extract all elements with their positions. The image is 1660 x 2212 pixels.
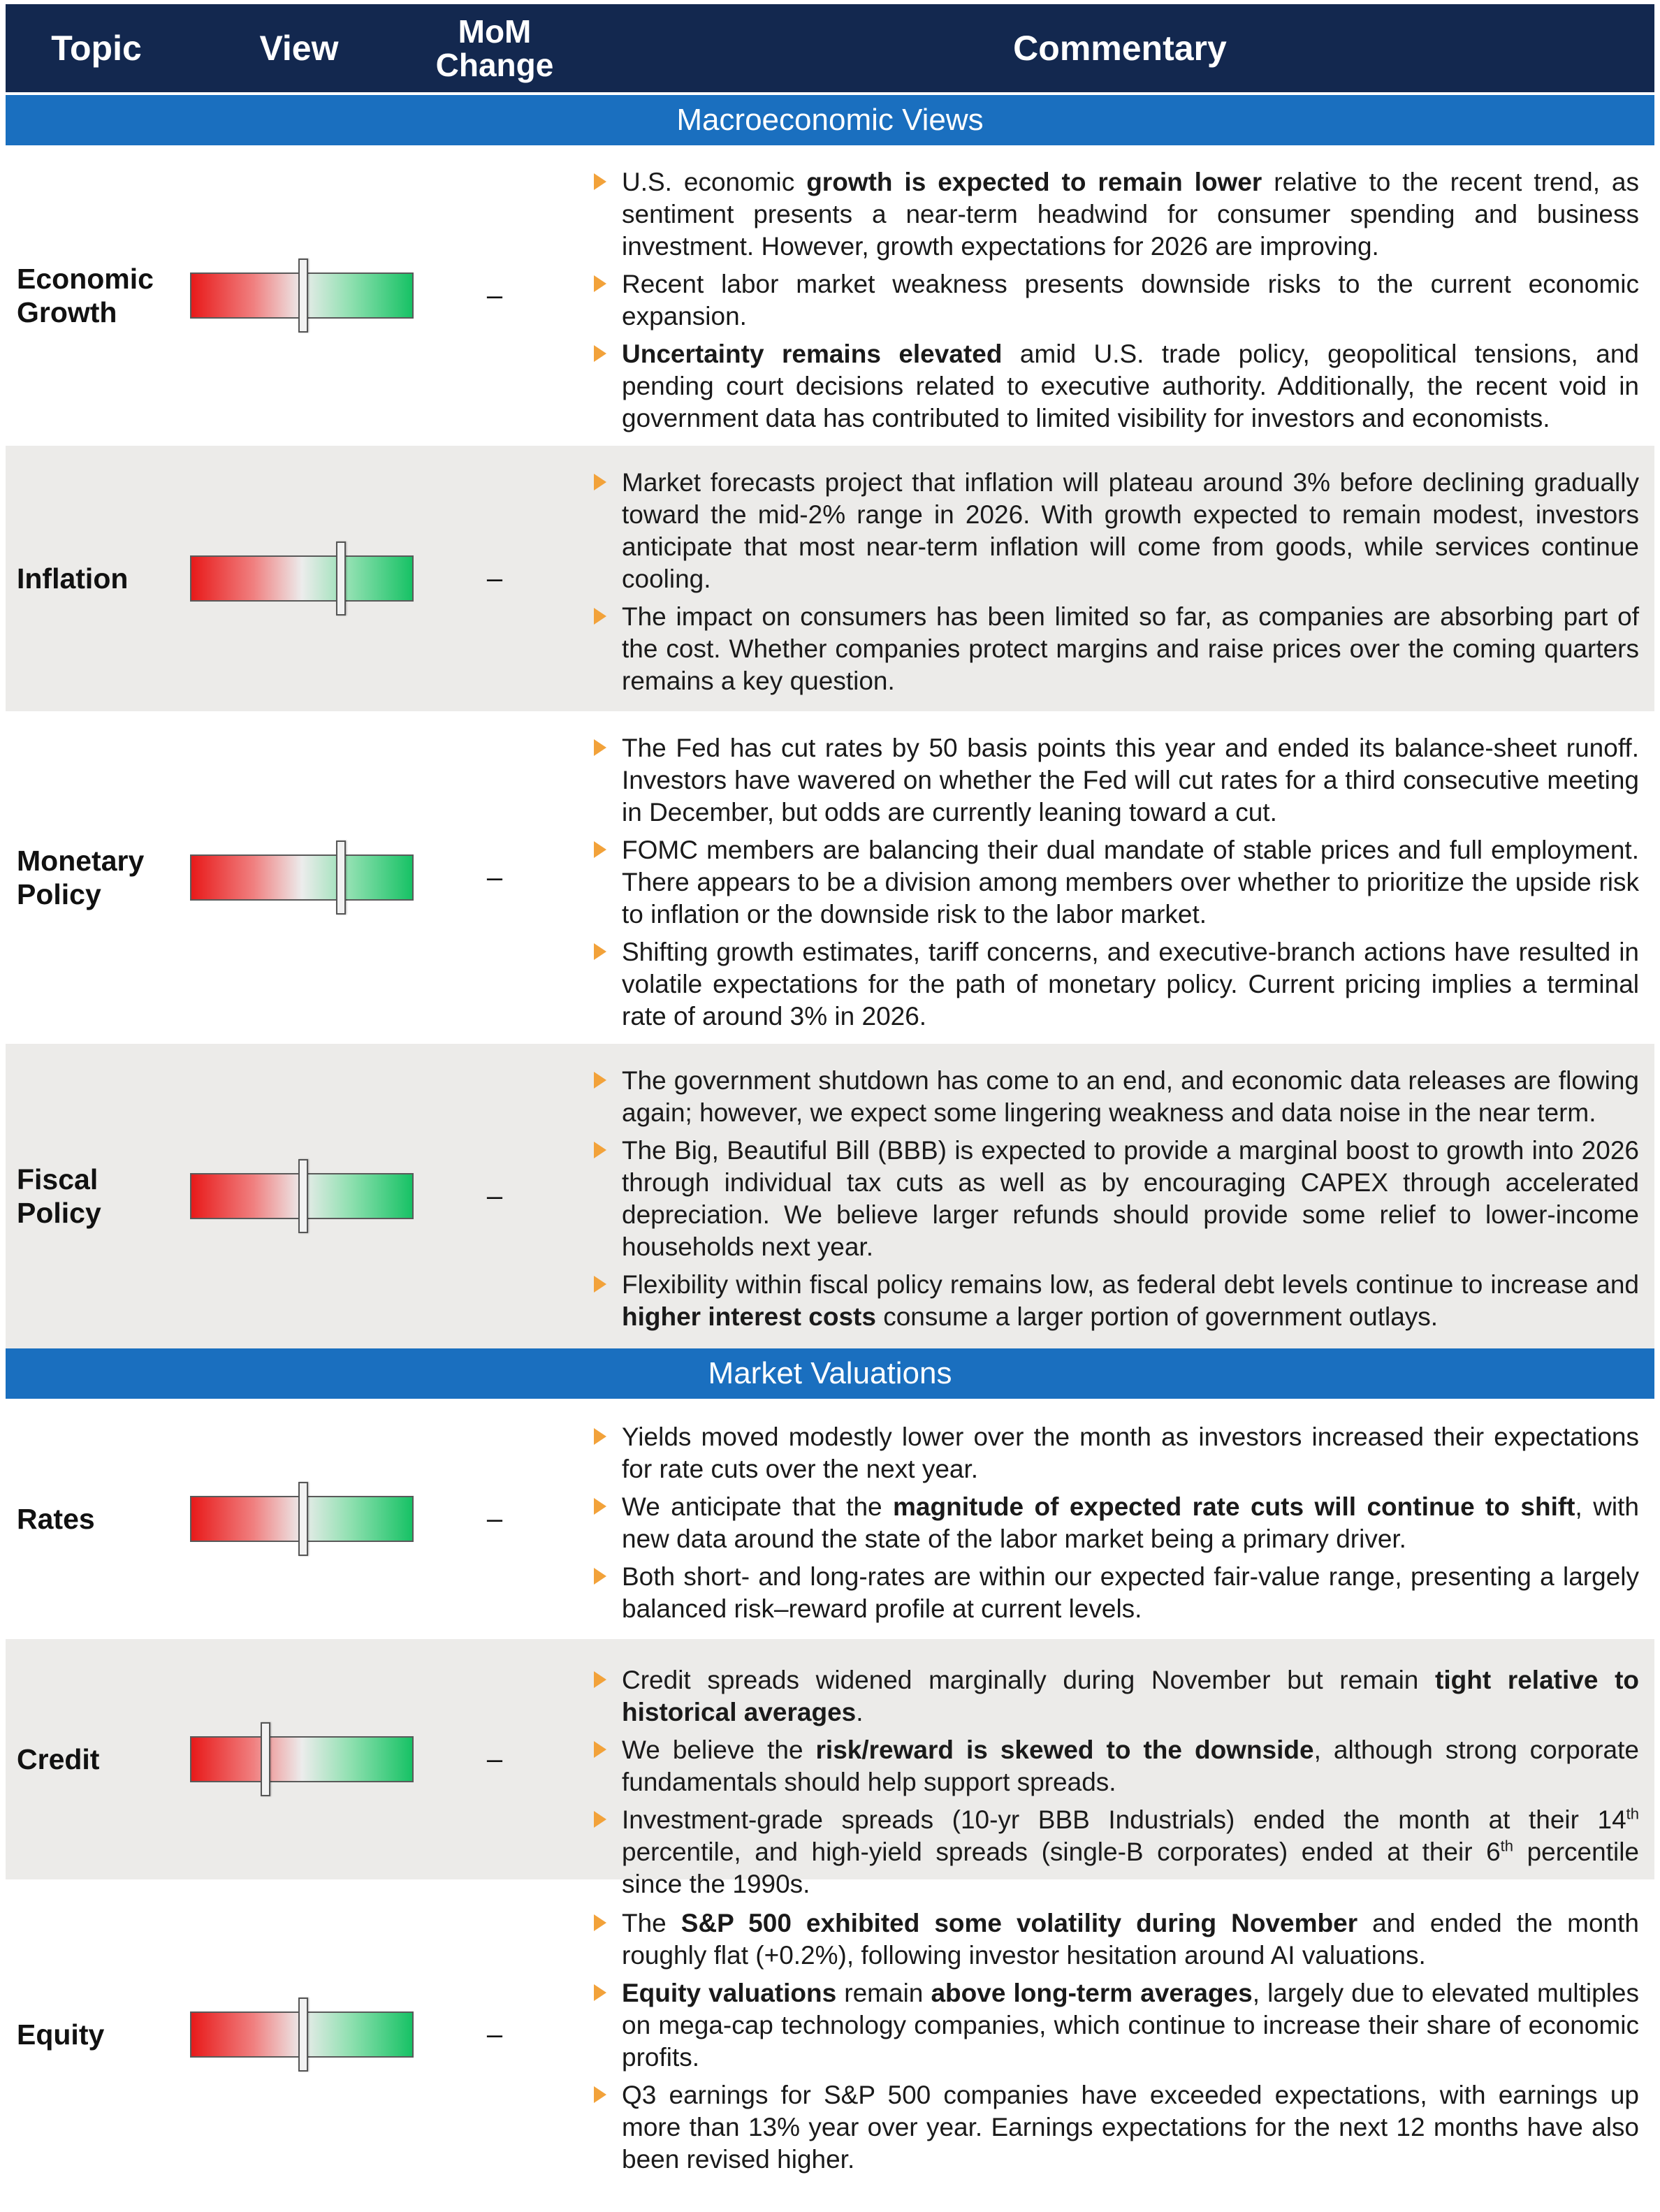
text-run: The impact on consumers has been limited so far, as companies are absorbing part of the cost. Whether companies protect margins and raise prices over the coming quarters remains a key question. [622, 602, 1639, 695]
table-header [6, 4, 1654, 92]
superscript-text: th [1500, 1837, 1514, 1855]
gauge-gradient-bar [190, 555, 414, 602]
commentary-bullet [585, 1977, 1639, 2074]
view-gauge [190, 1173, 414, 1219]
commentary [585, 1907, 1639, 2181]
bullet-text [622, 1065, 1639, 1129]
text-run: remain [836, 1979, 931, 2007]
commentary-bullet [585, 1907, 1639, 1972]
view-gauge [190, 2011, 414, 2058]
orange-triangle-bullet-icon [594, 275, 606, 292]
text-run: , although strong corporate fundamentals should help support spreads. [622, 1736, 1639, 1796]
header-topic: Topic [51, 29, 142, 68]
text-run: . [856, 1698, 864, 1726]
orange-triangle-bullet-icon [594, 1142, 606, 1158]
commentary-bullet [585, 1269, 1639, 1333]
topic-label: Equity [17, 2018, 105, 2051]
view-gauge [190, 555, 414, 602]
commentary [585, 166, 1639, 440]
table-row [6, 145, 1654, 446]
bullet-text [622, 1907, 1639, 1972]
text-run: We believe the [622, 1736, 816, 1764]
text-run: relative to the recent trend, as sentiment presents a near-term headwind for consumer spending and business investment. However, growth expectations for 2026 are improving. [622, 168, 1639, 261]
commentary-bullet [585, 1065, 1639, 1129]
bullet-text [622, 1421, 1639, 1485]
bullet-text [622, 732, 1639, 829]
text-run: We anticipate that the [622, 1492, 894, 1521]
orange-triangle-bullet-icon [594, 1741, 606, 1758]
header-view: View [259, 29, 339, 68]
text-run: Market forecasts project that inflation will plateau around 3% before declining gradually toward the mid-2% range in 2026. With growth expected to remain modest, investors anticipate that most near-term inflation will come from goods, while services continue cooling. [622, 468, 1639, 593]
orange-triangle-bullet-icon [594, 1984, 606, 2001]
topic-label: Economic Growth [17, 263, 154, 328]
gauge-marker [298, 1482, 308, 1556]
bullet-text [622, 936, 1639, 1033]
mom-change-value: – [486, 279, 503, 311]
text-run: amid U.S. trade policy, geopolitical tensions, and pending court decisions related to executive authority. Additionally, the recent void in government data has contributed to limited visibility for investors and economists. [622, 340, 1639, 432]
orange-triangle-bullet-icon [594, 1811, 606, 1828]
mom-change-value: – [486, 1180, 503, 1211]
commentary-bullet [585, 732, 1639, 829]
text-run: FOMC members are balancing their dual mandate of stable prices and full employment. There appears to be a division among members over whether to prioritize the upside risk to inflation or the downside risk to the labor market. [622, 836, 1639, 929]
bullet-text [622, 1977, 1639, 2074]
text-run: The [622, 1909, 681, 1937]
bullet-text [622, 2079, 1639, 2176]
view-gauge [190, 272, 414, 319]
bold-text: risk/reward is skewed to the downside [815, 1736, 1314, 1764]
orange-triangle-bullet-icon [594, 2086, 606, 2103]
text-run: The Fed has cut rates by 50 basis points this year and ended its balance-sheet runoff. Investors have wavered on whether the Fed will cut rates for a third consecutive meeting in December, but odds are currently leaning toward a cut. [622, 734, 1639, 827]
orange-triangle-bullet-icon [594, 1498, 606, 1515]
bold-text: Uncertainty remains elevated [622, 340, 1003, 368]
commentary-bullet [585, 338, 1639, 435]
text-run: and ended the month roughly flat (+0.2%), following investor hesitation around AI valuations. [622, 1909, 1639, 1970]
text-run: Shifting growth estimates, tariff concerns, and executive-branch actions have resulted in volatile expectations for the path of monetary policy. Current pricing implies a terminal rate of around 3% in 2026. [622, 938, 1639, 1031]
commentary-bullet [585, 834, 1639, 931]
orange-triangle-bullet-icon [594, 739, 606, 756]
bullet-text [622, 1561, 1639, 1625]
commentary-bullet [585, 2079, 1639, 2176]
bullet-text [622, 1491, 1639, 1555]
bold-text: growth is expected to remain lower [806, 168, 1262, 196]
text-run: Flexibility within fiscal policy remains low, as federal debt levels continue to increase and [622, 1270, 1639, 1299]
bullet-text [622, 1269, 1639, 1333]
gauge-gradient-bar [190, 1736, 414, 1782]
orange-triangle-bullet-icon [594, 1072, 606, 1089]
commentary [585, 1421, 1639, 1631]
commentary-bullet [585, 1734, 1639, 1798]
orange-triangle-bullet-icon [594, 173, 606, 190]
text-run: U.S. economic [622, 168, 807, 196]
section-header: Macroeconomic Views [6, 95, 1654, 145]
mom-change-value: – [486, 562, 503, 594]
bold-text: above long-term averages [931, 1979, 1253, 2007]
header-mom-change: MoM Change [435, 13, 554, 83]
commentary-bullet [585, 1135, 1639, 1263]
text-run: The Big, Beautiful Bill (BBB) is expected to provide a marginal boost to growth into 2026 through individual tax cuts as well as by encouraging CAPEX through accelerated depreciation. We believe larger refunds should provide some relief to lower-income households next year. [622, 1136, 1639, 1261]
bullet-text [622, 601, 1639, 697]
topic-label: Credit [17, 1743, 100, 1775]
view-gauge [190, 1736, 414, 1782]
view-gauge [190, 854, 414, 901]
bullet-text [622, 166, 1639, 263]
text-run: Recent labor market weakness presents downside risks to the current economic expansion. [622, 270, 1639, 330]
orange-triangle-bullet-icon [594, 841, 606, 858]
gauge-marker [298, 1159, 308, 1233]
commentary [585, 467, 1639, 703]
mom-change-value: – [486, 1743, 503, 1775]
header-commentary: Commentary [1013, 29, 1227, 68]
orange-triangle-bullet-icon [594, 1914, 606, 1931]
table-row [6, 1639, 1654, 1898]
commentary-bullet [585, 268, 1639, 333]
orange-triangle-bullet-icon [594, 1568, 606, 1585]
view-gauge [190, 1496, 414, 1542]
superscript-text: th [1626, 1805, 1639, 1823]
gauge-marker [298, 1998, 308, 2072]
topic-label: Inflation [17, 562, 129, 595]
table-row [6, 1879, 1654, 2190]
topic-label: Fiscal Policy [17, 1163, 101, 1229]
bullet-text [622, 1734, 1639, 1798]
bullet-text [622, 1664, 1639, 1729]
table-row [6, 1044, 1654, 1348]
topic-label: Rates [17, 1503, 95, 1535]
orange-triangle-bullet-icon [594, 345, 606, 362]
bold-text: higher interest costs [622, 1302, 876, 1331]
bullet-text [622, 338, 1639, 435]
text-run: consume a larger portion of government outlays. [875, 1302, 1439, 1331]
text-run: Investment-grade spreads (10-yr BBB Industrials) ended the month at their 14 [622, 1805, 1626, 1834]
mom-change-value: – [486, 2018, 503, 2050]
bold-text: S&P 500 exhibited some volatility during November [680, 1909, 1358, 1937]
bold-text: tight relative to historical averages [622, 1666, 1639, 1726]
commentary-bullet [585, 1421, 1639, 1485]
bullet-text [622, 834, 1639, 931]
commentary-bullet [585, 936, 1639, 1033]
text-run: percentile, and high-yield spreads (single-B corporates) ended at their 6 [622, 1838, 1501, 1866]
gauge-marker [336, 841, 346, 915]
text-run: Q3 earnings for S&P 500 companies have exceeded expectations, with earnings up more than 13% year over year. Earnings expectations for the next 12 months have also been revised higher. [622, 2081, 1639, 2174]
bullet-text [622, 268, 1639, 333]
commentary [585, 1065, 1639, 1339]
gauge-marker [336, 541, 346, 616]
text-run: Yields moved modestly lower over the month as investors increased their expectations for rate cuts over the next year. [622, 1422, 1639, 1483]
topic-label: Monetary Policy [17, 845, 145, 910]
bullet-text [622, 467, 1639, 595]
table-row [6, 446, 1654, 711]
commentary [585, 732, 1639, 1038]
bold-text: magnitude of expected rate cuts will continue to shift [893, 1492, 1575, 1521]
bullet-text [622, 1135, 1639, 1263]
orange-triangle-bullet-icon [594, 943, 606, 960]
mom-change-value: – [486, 861, 503, 893]
commentary-bullet [585, 166, 1639, 263]
text-run: Both short- and long-rates are within our expected fair-value range, presenting a largely balanced risk–reward profile at current levels. [622, 1562, 1639, 1623]
orange-triangle-bullet-icon [594, 1671, 606, 1688]
commentary-bullet [585, 1664, 1639, 1729]
text-run: The government shutdown has come to an end, and economic data releases are flowing again; however, we expect some lingering weakness and data noise in the near term. [622, 1066, 1639, 1127]
gauge-marker [298, 259, 308, 333]
commentary-bullet [585, 601, 1639, 697]
section-header: Market Valuations [6, 1348, 1654, 1399]
orange-triangle-bullet-icon [594, 1276, 606, 1293]
commentary-bullet [585, 467, 1639, 595]
orange-triangle-bullet-icon [594, 1428, 606, 1445]
mom-change-value: – [486, 1503, 503, 1534]
text-run: , with new data around the state of the labor market being a primary driver. [622, 1492, 1639, 1553]
commentary [585, 1664, 1639, 1906]
commentary-bullet [585, 1491, 1639, 1555]
orange-triangle-bullet-icon [594, 608, 606, 625]
gauge-marker [261, 1722, 270, 1796]
orange-triangle-bullet-icon [594, 474, 606, 490]
table-row [6, 1399, 1654, 1639]
text-run: Credit spreads widened marginally during November but remain [622, 1666, 1436, 1694]
commentary-bullet [585, 1561, 1639, 1625]
gauge-gradient-bar [190, 854, 414, 901]
text-run: , largely due to elevated multiples on mega-cap technology companies, which continue to increase their share of economic profits. [622, 1979, 1639, 2072]
bold-text: Equity valuations [622, 1979, 837, 2007]
table-row [6, 711, 1654, 1044]
text-run: percentile since the 1990s. [622, 1838, 1639, 1898]
